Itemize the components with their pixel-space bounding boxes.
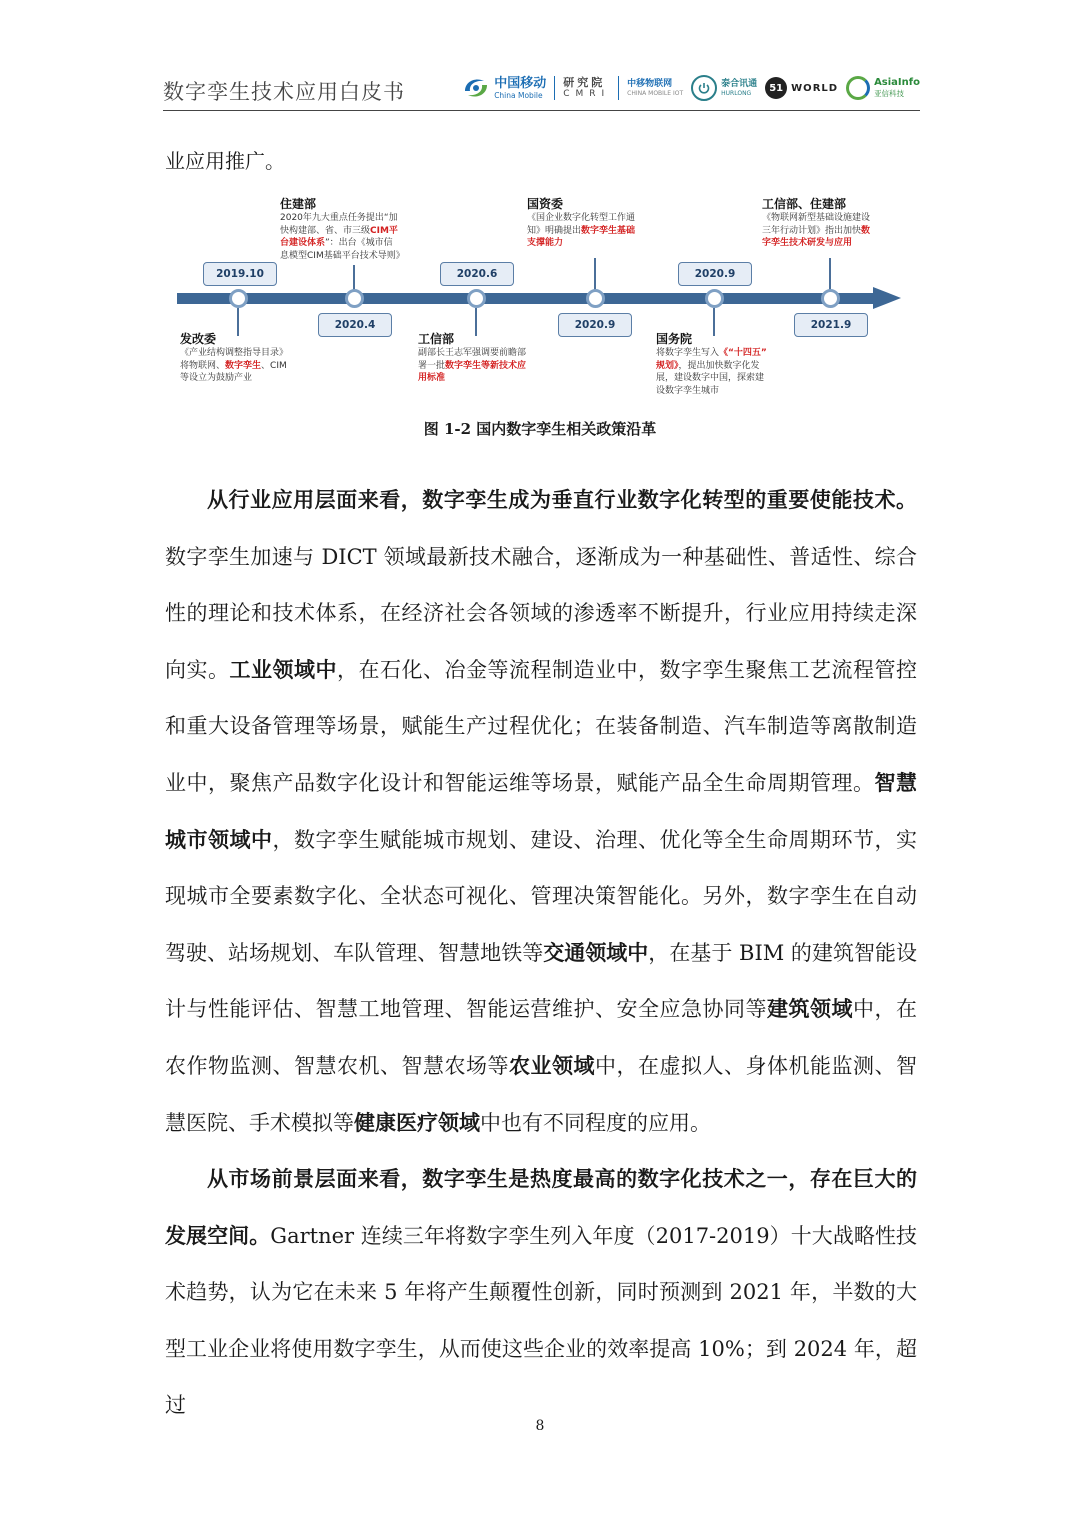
51world-badge: 51 [765, 77, 787, 99]
timeline-node [345, 289, 364, 308]
event-text: 《产业结构调整指导目录》 [180, 348, 289, 358]
event-highlight: 字孪生技术研发与应用 [762, 238, 853, 248]
event-text: 将数字孪生写入 [656, 348, 720, 358]
event-text: 署一批 [418, 360, 446, 371]
event-text: 副部长王志军强调要前瞻部 [418, 348, 527, 358]
china-mobile-en: China Mobile [494, 90, 543, 100]
continued-text: 业应用推广。 [165, 149, 285, 173]
event-text: 知》明确提出 [527, 225, 582, 236]
timeline-date: 2021.9 [794, 313, 868, 337]
timeline-node [467, 289, 486, 308]
event-highlight: 规划》 [656, 360, 679, 371]
para-text: 中也有不同程度的应用。 [480, 1110, 711, 1135]
logo-divider [554, 76, 555, 100]
cm-iot-logo [627, 80, 683, 97]
timeline-arrow-icon [873, 287, 901, 309]
timeline-date: 2019.10 [203, 262, 277, 286]
timeline-event [762, 197, 912, 250]
hurlong-logo [691, 75, 757, 101]
para-keyword: 工业领域中 [229, 656, 337, 682]
para-keyword: 农业领域 [509, 1052, 595, 1078]
partner-logos [462, 72, 920, 104]
event-text: 、CIM [261, 360, 287, 371]
hurlong-power-icon [691, 75, 717, 101]
event-agency: 住建部 [280, 197, 317, 211]
timeline-date: 2020.6 [440, 262, 514, 286]
china-mobile-cn: 中国移动 [494, 75, 547, 91]
asiainfo-en: AsiaInfo [874, 77, 920, 89]
para-text: Gartner 连续三年将数字孪生列入年度（2017-2019）十大战略性技术趋势，认为它在未来 5 年将产生颠覆性创新，同时预测到 2021 年，半数的大型工业企业将使用数字孪生，从而使这些企业的效率提高 10%；到 2024 年，超过 [165, 1223, 918, 1418]
event-agency: 工信部 [418, 332, 455, 346]
51world-text: WORLD [791, 82, 839, 94]
asiainfo-ring-icon [846, 76, 870, 100]
event-highlight: 数字孪生等新技术应 [445, 360, 527, 371]
hurlong-en: HURLONG [721, 89, 752, 97]
event-text: 息模型CIM基础平台技术导则》 [280, 250, 405, 261]
asiainfo-cn: 亚信科技 [874, 89, 905, 99]
para-text: 中，在农作物监测、智慧农机、智慧农场等 [165, 997, 917, 1078]
asiainfo-logo [846, 76, 920, 100]
timeline-date: 2020.9 [678, 262, 752, 286]
event-highlight: 台建设体系 [280, 238, 326, 248]
china-mobile-swirl-icon [462, 75, 490, 101]
para-text: ，数字孪生赋能城市规划、建设、治理、优化等全生命周期环节，实现城市全要素数字化、全状态可视化、管理决策智能化。另外，数字孪生在自动驾驶、站场规划、车队管理、智慧地铁等 [165, 827, 917, 965]
timeline-node [821, 289, 840, 308]
timeline-event [180, 332, 330, 385]
event-highlight: 支撑能力 [527, 238, 564, 248]
cmri-en: CMRI [563, 89, 611, 99]
event-highlight: 《“十四五” [719, 348, 767, 358]
cmri-logo [563, 77, 610, 99]
para-keyword: 交通领域中 [543, 939, 649, 965]
event-agency: 国务院 [656, 332, 693, 346]
event-agency: 工信部、住建部 [762, 197, 847, 211]
timeline-date: 2020.9 [558, 313, 632, 337]
51world-logo [765, 77, 838, 99]
para-keyword: 健康医疗领域 [354, 1109, 480, 1135]
timeline-event [527, 197, 677, 250]
timeline-node [705, 289, 724, 308]
event-highlight: 数 [861, 225, 871, 236]
paragraph-industry-application [165, 472, 917, 1151]
timeline-stem [594, 258, 596, 291]
page-number: 8 [535, 1418, 545, 1434]
para-text: 数字孪生加速与 DICT 领域最新技术融合，逐渐成为一种基础性、普适性、综合性的理论和技术体系，在经济社会各领域的渗透率不断提升，行业应用持续走深向实。 [165, 544, 917, 682]
timeline-event [418, 332, 568, 385]
para-keyword: 智慧城市领域中 [165, 769, 917, 852]
policy-timeline-figure [175, 192, 910, 407]
event-highlight: 数字孪生基础 [581, 225, 636, 236]
para-topic-sentence: 从行业应用层面来看，数字孪生成为垂直行业数字化转型的重要使能技术。 [207, 487, 917, 512]
timeline-stem [353, 265, 355, 291]
timeline-node [586, 289, 605, 308]
iot-cn: 中移物联网 [627, 78, 673, 89]
event-text: 快构建部、省、市三级 [280, 225, 371, 236]
event-agency: 发改委 [180, 332, 217, 346]
event-text: ”：出台《城市信 [325, 238, 393, 248]
timeline-event [280, 197, 440, 262]
paragraph-market-outlook [165, 1151, 917, 1434]
cmri-cn: 研究院 [563, 76, 606, 89]
event-agency: 国资委 [527, 197, 564, 211]
event-text: 设数字孪生城市 [656, 385, 720, 396]
timeline-event [656, 332, 806, 397]
page-header [163, 66, 920, 111]
event-highlight: 数字孪生 [225, 360, 262, 371]
timeline-date: 2020.4 [318, 313, 392, 337]
event-text: ，提出加快数字化发 [678, 360, 760, 371]
event-highlight: CIM平 [370, 225, 398, 236]
logo-divider [618, 76, 619, 100]
para-text: ，在基于 BIM 的建筑智能设计与性能评估、智慧工地管理、智能运营维护、安全应急协同等 [165, 940, 917, 1022]
para-text: ，在石化、冶金等流程制造业中，数字孪生聚焦工艺流程管控和重大设备管理等场景，赋能生产过程优化；在装备制造、汽车制造等离散制造业中，聚焦产品数字化设计和智能运维等场景，赋能产品全生命周期管理。 [165, 657, 917, 795]
iot-en: CHINA MOBILE IOT [627, 89, 684, 97]
timeline-node [229, 289, 248, 308]
para-keyword: 建筑领域 [767, 996, 853, 1022]
para-text: 中，在虚拟人、身体机能监测、智慧医院、手术模拟等 [165, 1053, 917, 1135]
event-text: 等设立为鼓励产业 [180, 373, 253, 383]
china-mobile-logo [462, 75, 546, 101]
figure-caption: 图 1-2 国内数字孪生相关政策沿革 [423, 420, 657, 438]
event-text: 三年行动计划》指出加快 [762, 225, 862, 236]
event-text: 展，建设数字中国，探索建 [656, 373, 765, 383]
hurlong-cn: 泰合讯通 [721, 78, 758, 89]
event-highlight: 用标准 [418, 373, 446, 383]
timeline-axis [177, 293, 875, 304]
event-text: 《物联网新型基础设施建设 [762, 213, 871, 223]
para-topic-sentence: 从市场前景层面来看，数字孪生是热度最高的数字化技术之一，存在巨大的发展空间。 [165, 1166, 917, 1248]
event-text: 将物联网、 [180, 360, 226, 371]
document-title: 数字孪生技术应用白皮书 [163, 80, 405, 104]
event-text: 2020年九大重点任务提出“加 [280, 213, 398, 223]
event-text: 《国企业数字化转型工作通 [527, 213, 636, 223]
timeline-stem [829, 258, 831, 291]
